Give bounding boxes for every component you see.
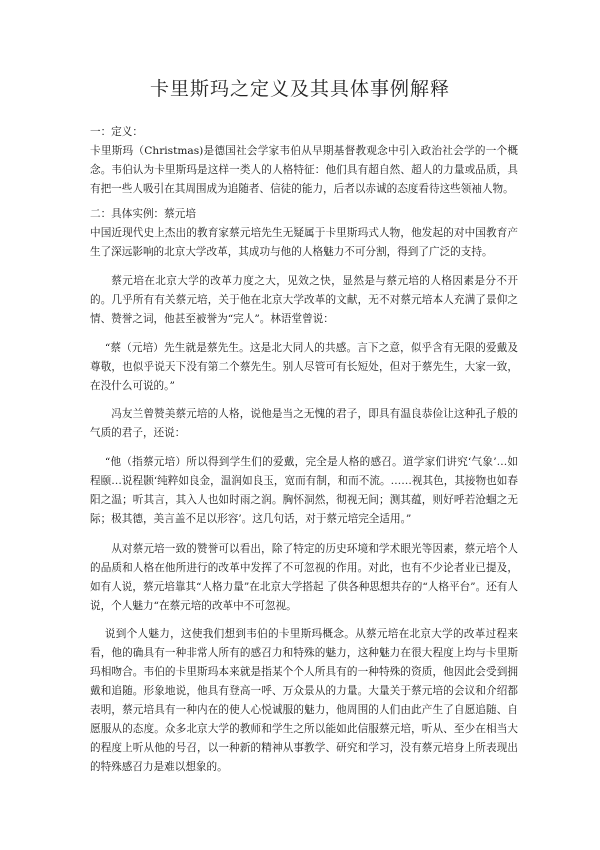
charisma-analysis-paragraph: 说到个人魅力，这使我们想到韦伯的卡里斯玛概念。从蔡元培在北京大学的改革过程来看，他的确具有一种非常人所有的感召力和特殊的魅力，这种魅力在很大程度上均与卡里斯玛相吻合。韦伯的卡里斯玛本来就是指某个个人所具有的一种特殊的资质，他因此会受到拥戴和追随。形象地说，他具有登高一呼、万众景从的力量。大量关于蔡元培的会议和介绍都表明，蔡元培具有一种内在的使人心悦诚服的魅力，他周围的人们由此产生了自愿追随、自愿服从的态度。众多北京大学的教师和学生之所以能如此信服蔡元培，听从、至少在相当大的程度上听从他的号召，以一种新的精神从事教学、研究和学习，没有蔡元培身上所表现出的特殊感召力是难以想象的。 xyxy=(90,628,518,773)
feng-youlan-paragraph: 冯友兰曾赞美蔡元培的人格，说他是当之无愧的君子，即具有温良恭俭让这种孔子般的气质的君子，还说： xyxy=(90,408,518,439)
section-heading-example: 二：具体实例：蔡元培 xyxy=(90,208,196,220)
praise-analysis-paragraph: 从对蔡元培一致的赞誉可以看出，除了特定的历史环境和学术眼光等因素，蔡元培个人的品质和人格在他所进行的改革中发挥了不可忽视的作用。对此，也有不少论者业已提及，如有人说，蔡元培靠其“人格力量”在北京大学搭起 了供各种思想共存的“人格平台”。还有人说，个人魅力“在蔡元培的改革中不可忽视。 xyxy=(90,543,518,612)
reform-paragraph: 蔡元培在北京大学的改革力度之大，见效之快，显然是与蔡元培的人格因素是分不开的。几乎所有有关蔡元培，关于他在北京大学改革的文献，无不对蔡元培本人充满了景仰之情、赞誉之词，他甚至被誉为“完人”。林语堂曾说： xyxy=(90,275,518,325)
feng-youlan-quote: “他（指蔡元培）所以得到学生们的爱戴，完全是人格的感召。道学家们讲究‘气象’…如程颐…说程颢‘纯粹如良金，温润如良玉，宽而有制，和而不流。……视其色，其接物也如春阳之温；听其言，其入人也如时雨之润。胸怀洞然，彻视无间；测其蕴，则好呼若沧蝈之无际；极其德，美言盖不足以形容’。这几句话，对于蔡元培完全适用。” xyxy=(90,456,518,525)
definition-paragraph: 卡里斯玛（Christmas)是德国社会学家韦伯从早期基督教观念中引入政治社会学的一个概念。韦伯认为卡里斯玛是这样一类人的人格特征：他们具有超自然、超人的力量或品质，具有把一些人吸引在其周围成为追随者、信徒的能力，后者以赤诚的态度看待这些领袖人物。 xyxy=(90,145,518,195)
section-heading-definition: 一：定义： xyxy=(90,126,143,138)
lin-yutang-quote: “蔡（元培）先生就是蔡先生。这是北大同人的共感。言下之意，似乎含有无限的爱戴及尊敬，也似乎说天下没有第二个蔡先生。别人尽管可有长短处，但对于蔡先生，大家一致，在没什么可说的。” xyxy=(90,342,518,392)
document-title: 卡里斯玛之定义及其具体事例解释 xyxy=(149,78,450,100)
example-intro-paragraph: 中国近现代史上杰出的教育家蔡元培先生无疑属于卡里斯玛式人物，他发起的对中国教育产生了深远影响的北京大学改革，其成功与他的人格魅力不可分割，得到了广泛的支持。 xyxy=(90,227,518,258)
